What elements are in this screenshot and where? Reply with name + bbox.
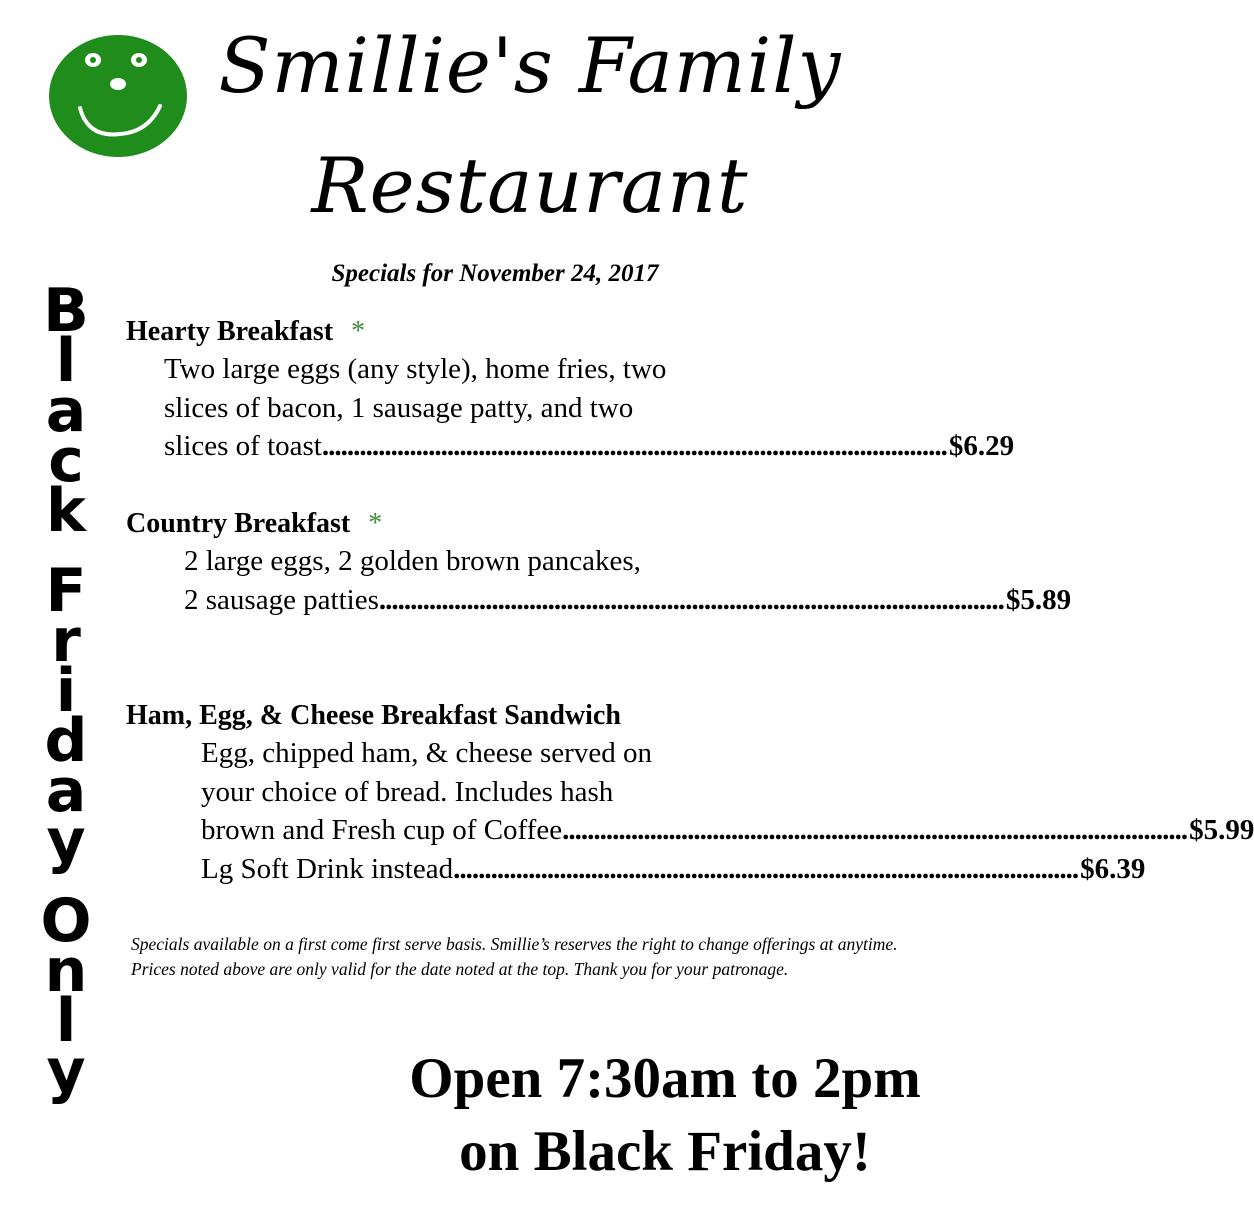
banner-letter: a: [45, 376, 87, 446]
price: $6.39: [1080, 852, 1146, 885]
hours-line1: Open 7:30am to 2pm: [409, 1047, 921, 1110]
menu-item-hearty-breakfast: [126, 314, 1015, 466]
menu-item-description: Two large eggs (any style), home fries, two: [164, 353, 667, 385]
banner-letter: n: [44, 936, 88, 1006]
menu-item-description: slices of bacon, 1 sausage patty, and two: [164, 391, 634, 424]
hours-line2: on Black Friday!: [459, 1120, 871, 1183]
banner-letter: O: [40, 886, 92, 956]
banner-letter: c: [48, 426, 84, 496]
price: $5.99: [1189, 814, 1254, 846]
menu-item-name: [126, 314, 886, 350]
banner-letter: y: [46, 806, 86, 876]
price: $5.89: [1005, 583, 1072, 616]
menu-item-body: [126, 542, 1072, 619]
price-line-text: 2 sausage patties: [184, 583, 379, 616]
restaurant-title-line2: Restaurant: [311, 141, 749, 230]
banner-letter: d: [44, 706, 88, 776]
star-icon: *: [351, 316, 366, 347]
menu-item-body: [126, 350, 1015, 466]
banner-letter: l: [55, 986, 77, 1056]
price: $6.29: [948, 430, 1015, 462]
menu-item-country-breakfast: [126, 506, 1072, 619]
banner-letter: i: [55, 656, 77, 726]
banner-letter: y: [46, 1036, 86, 1106]
item-name-text: Hearty Breakfast: [126, 316, 334, 347]
banner-letter: r: [51, 606, 81, 676]
menu-price-line: [201, 850, 1146, 889]
menu-item-name: [126, 698, 886, 734]
star-icon: *: [368, 508, 383, 539]
dot-leader: ....................................................................................................: [453, 852, 1079, 885]
menu-price-line: [201, 811, 1254, 850]
black-friday-only-banner: [20, 276, 112, 1106]
menu-item-description: Egg, chipped ham, & cheese served on: [201, 737, 652, 769]
item-name-text: Country Breakfast: [126, 508, 351, 539]
specials-date: Specials for November 24, 2017: [331, 260, 659, 287]
menu-item-description: your choice of bread. Includes hash: [201, 775, 614, 808]
smiley-face-icon: [48, 34, 188, 158]
item-name-text: Ham, Egg, & Cheese Breakfast Sandwich: [126, 700, 621, 731]
restaurant-title-line1: Smillie's Family: [218, 21, 842, 110]
menu-item-body: [126, 734, 1254, 888]
menu-price-line: [164, 427, 1015, 466]
banner-letter: k: [46, 476, 86, 546]
menu-item-breakfast-sandwich: [126, 698, 1254, 888]
menu-item-description: 2 large eggs, 2 golden brown pancakes,: [184, 545, 641, 577]
menu-item-name: [126, 506, 886, 542]
banner-letter: B: [43, 276, 89, 346]
price-line-text: brown and Fresh cup of Coffee: [201, 814, 563, 846]
banner-letter: l: [55, 326, 77, 396]
dot-leader: ....................................................................................................: [321, 430, 947, 462]
dot-leader: ....................................................................................................: [562, 814, 1188, 846]
dot-leader: ....................................................................................................: [378, 583, 1004, 616]
price-line-text: slices of toast: [164, 430, 322, 462]
banner-letter: F: [45, 556, 87, 626]
disclaimer-text: Specials available on a first come first serve basis. Smillie’s reserves the right to change offerings at anytime. Prices noted above are only valid for the date noted at the top. Thank you for your patronage.: [131, 934, 898, 979]
banner-letter: a: [45, 756, 87, 826]
price-line-text: Lg Soft Drink instead: [201, 852, 454, 885]
menu-price-line: [184, 581, 1072, 620]
